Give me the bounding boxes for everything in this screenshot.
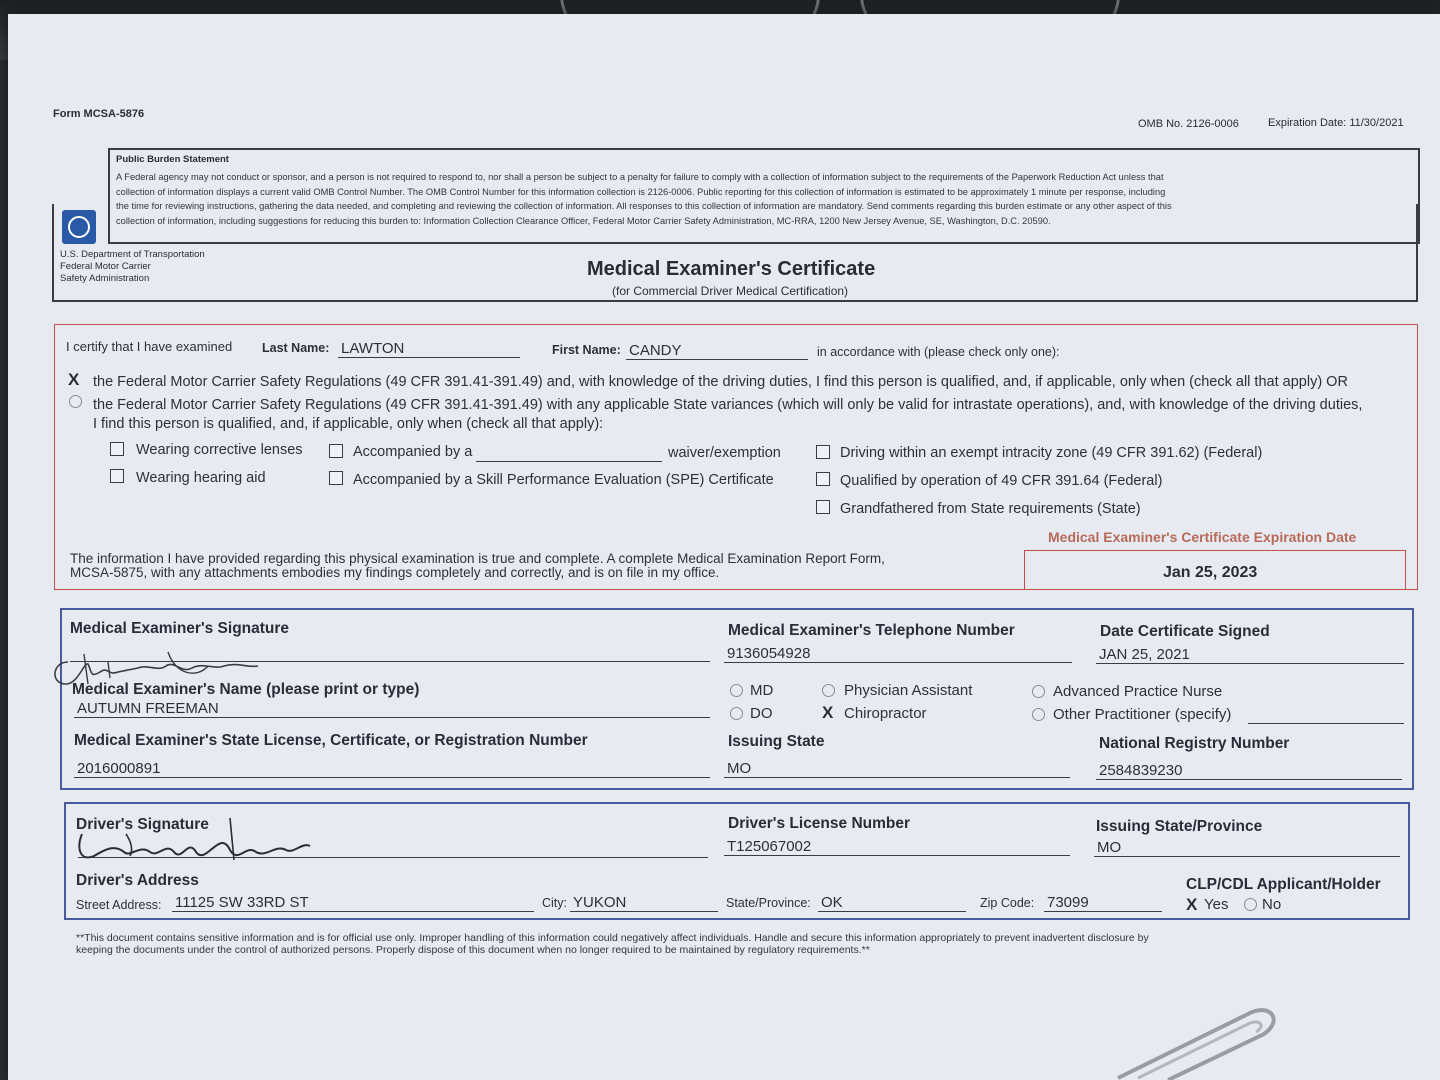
page-subtitle: (for Commercial Driver Medical Certification) bbox=[612, 284, 849, 298]
driver-signature-image bbox=[70, 808, 320, 868]
md-label: MD bbox=[750, 682, 774, 699]
clp-no-label: No bbox=[1262, 896, 1282, 913]
burden-line: collection of information, including suggestions for reducing this burden to: Information Collection Clearance Officer, Federal Motor Carrier Safety Administration, MC-RRA, 1200 New Jersey Avenue, SE, Washington, D.C. 20590. bbox=[116, 215, 1051, 226]
issuing-state-label: Issuing State bbox=[728, 733, 825, 750]
last-name-field[interactable]: LAWTON bbox=[338, 340, 520, 358]
waiver-field[interactable] bbox=[476, 444, 662, 462]
paperclip-icon bbox=[1108, 994, 1288, 1080]
expiration-date-value[interactable]: Jan 25, 2023 bbox=[1163, 564, 1258, 581]
city-field[interactable]: YUKON bbox=[570, 894, 718, 912]
attestation-line: MCSA-5875, with any attachments embodies my findings completely and correctly, and is on file in my office. bbox=[70, 565, 720, 580]
burden-line: A Federal agency may not conduct or sponsor, and a person is not required to respond to, nor shall a person be subject to a penalty for failure to comply with a collection of information subject to the requirements of the Paperwork Reduction Act unless that bbox=[116, 172, 1164, 182]
grandfathered-checkbox[interactable] bbox=[816, 500, 830, 514]
issuing-state-field[interactable]: MO bbox=[724, 760, 1070, 778]
certify-intro: I certify that I have examined bbox=[66, 339, 233, 354]
chiropractor-label: Chiropractor bbox=[844, 705, 927, 722]
driver-signature-label: Driver's Signature bbox=[76, 816, 209, 833]
date-signed-label: Date Certificate Signed bbox=[1100, 623, 1270, 640]
chiropractor-checkmark[interactable]: X bbox=[822, 703, 834, 722]
expiration-date: Expiration Date: 11/30/2021 bbox=[1268, 117, 1404, 129]
accompanied-waiver-checkbox[interactable] bbox=[329, 444, 343, 458]
driver-license-label: Driver's License Number bbox=[728, 815, 911, 832]
corrective-lenses-checkbox[interactable] bbox=[110, 442, 124, 456]
hearing-aid-checkbox[interactable] bbox=[110, 469, 124, 483]
option-state-radio[interactable] bbox=[69, 395, 82, 408]
agency-name bbox=[60, 249, 205, 285]
option-federal-checkmark[interactable]: X bbox=[68, 370, 80, 389]
spe-label: Accompanied by a Skill Performance Evaluation (SPE) Certificate bbox=[353, 472, 774, 488]
other-specify-field[interactable] bbox=[1248, 706, 1404, 724]
last-name-label: Last Name: bbox=[262, 341, 330, 355]
city-label: City: bbox=[542, 896, 567, 910]
footer-notice bbox=[76, 932, 1396, 956]
other-label: Other Practitioner (specify) bbox=[1053, 706, 1232, 723]
qualified-checkbox[interactable] bbox=[816, 472, 830, 486]
burden-line: collection of information displays a current valid OMB Control Number. The OMB Control Number for this information collection is 2126-0006. Public reporting for this collection of information is estimated to be approximately 1 minute per response, including bbox=[116, 186, 1166, 197]
first-name-label: First Name: bbox=[552, 343, 621, 357]
md-radio[interactable] bbox=[730, 684, 743, 697]
agency-line: Safety Administration bbox=[60, 273, 150, 284]
page-title: Medical Examiner's Certificate bbox=[587, 258, 876, 280]
nrn-label: National Registry Number bbox=[1099, 735, 1290, 752]
agency-line: U.S. Department of Transportation bbox=[60, 249, 205, 260]
corrective-lenses-label: Wearing corrective lenses bbox=[136, 442, 303, 458]
clp-cdl-label: CLP/CDL Applicant/Holder bbox=[1186, 876, 1381, 893]
pa-label: Physician Assistant bbox=[844, 682, 973, 699]
attestation-statement bbox=[70, 552, 885, 580]
footer-line: **This document contains sensitive information and is for official use only. Improper handling of this information could negatively affect individuals. Handle and secure this information appropriately to prevent inadvertent disclosure by bbox=[76, 932, 1149, 944]
do-label: DO bbox=[750, 705, 773, 722]
examiner-phone-field[interactable]: 9136054928 bbox=[724, 645, 1072, 663]
apn-radio[interactable] bbox=[1032, 685, 1045, 698]
examiner-signature-label: Medical Examiner's Signature bbox=[70, 620, 290, 637]
hearing-aid-label: Wearing hearing aid bbox=[136, 470, 266, 486]
examiner-phone-label: Medical Examiner's Telephone Number bbox=[728, 622, 1015, 639]
driver-issuing-field[interactable]: MO bbox=[1094, 839, 1400, 857]
expiration-label: Medical Examiner's Certificate Expiration Date bbox=[1048, 529, 1357, 545]
qualified-label: Qualified by operation of 49 CFR 391.64 (Federal) bbox=[840, 473, 1163, 489]
burden-title: Public Burden Statement bbox=[116, 154, 229, 165]
street-field[interactable]: 11125 SW 33RD ST bbox=[172, 894, 534, 912]
option-federal-text: the Federal Motor Carrier Safety Regulations (49 CFR 391.41-391.49) and, with knowledge of the driving duties, I find this person is qualified, and, if applicable, only when (check all that apply) OR bbox=[93, 374, 1348, 390]
nrn-field[interactable]: 2584839230 bbox=[1096, 762, 1402, 780]
intracity-label: Driving within an exempt intracity zone (49 CFR 391.62) (Federal) bbox=[840, 445, 1263, 461]
date-signed-field[interactable]: JAN 25, 2021 bbox=[1096, 646, 1404, 664]
examiner-name-label: Medical Examiner's Name (please print or type) bbox=[72, 681, 420, 698]
state-field[interactable]: OK bbox=[818, 894, 966, 912]
license-field[interactable]: 2016000891 bbox=[74, 760, 710, 778]
option-state-text-2: I find this person is qualified, and, if applicable, only when (check all that apply): bbox=[93, 416, 604, 432]
state-label: State/Province: bbox=[726, 896, 811, 910]
grandfathered-label: Grandfathered from State requirements (State) bbox=[840, 501, 1141, 517]
license-label: Medical Examiner's State License, Certificate, or Registration Number bbox=[74, 732, 588, 749]
pa-radio[interactable] bbox=[822, 684, 835, 697]
clp-yes-label: Yes bbox=[1204, 896, 1229, 913]
driver-issuing-label: Issuing State/Province bbox=[1096, 818, 1263, 835]
driver-license-field[interactable]: T125067002 bbox=[724, 838, 1070, 856]
do-radio[interactable] bbox=[730, 707, 743, 720]
omb-number: OMB No. 2126-0006 bbox=[1138, 118, 1239, 130]
form-paper bbox=[8, 14, 1440, 1080]
waiver-label: waiver/exemption bbox=[668, 445, 781, 461]
form-number: Form MCSA-5876 bbox=[53, 108, 145, 120]
driver-address-label: Driver's Address bbox=[76, 872, 199, 889]
accordance-text: in accordance with (please check only one): bbox=[817, 345, 1060, 359]
other-radio[interactable] bbox=[1032, 708, 1045, 721]
zip-field[interactable]: 73099 bbox=[1044, 894, 1162, 912]
street-label: Street Address: bbox=[76, 898, 162, 912]
attestation-line: The information I have provided regarding this physical examination is true and complete. A complete Medical Examination Report Form, bbox=[70, 551, 885, 566]
footer-line: keeping the documents under the control of authorized persons. Properly dispose of this document when no longer required to be maintained by regulatory requirements.** bbox=[76, 944, 870, 956]
accompanied-label: Accompanied by a bbox=[353, 444, 473, 460]
apn-label: Advanced Practice Nurse bbox=[1053, 683, 1223, 700]
spe-checkbox[interactable] bbox=[329, 471, 343, 485]
first-name-field[interactable]: CANDY bbox=[626, 342, 808, 360]
clp-no-radio[interactable] bbox=[1244, 898, 1257, 911]
dot-logo-icon bbox=[62, 210, 96, 244]
clp-yes-checkmark[interactable]: X bbox=[1186, 895, 1198, 914]
option-state-text: the Federal Motor Carrier Safety Regulations (49 CFR 391.41-391.49) with any applicable State variances (which will only be valid for intrastate operations), and, with knowledge of the driving duties, bbox=[93, 397, 1363, 413]
zip-label: Zip Code: bbox=[980, 896, 1035, 910]
burden-line: the time for reviewing instructions, gathering the data needed, and completing and reviewing the collection of information. All responses to this collection of information are mandatory. Send comments regarding this burden estimate or any other aspect of this bbox=[116, 201, 1172, 211]
examiner-name-field[interactable]: AUTUMN FREEMAN bbox=[74, 700, 710, 718]
intracity-checkbox[interactable] bbox=[816, 445, 830, 459]
agency-line: Federal Motor Carrier bbox=[60, 261, 151, 272]
